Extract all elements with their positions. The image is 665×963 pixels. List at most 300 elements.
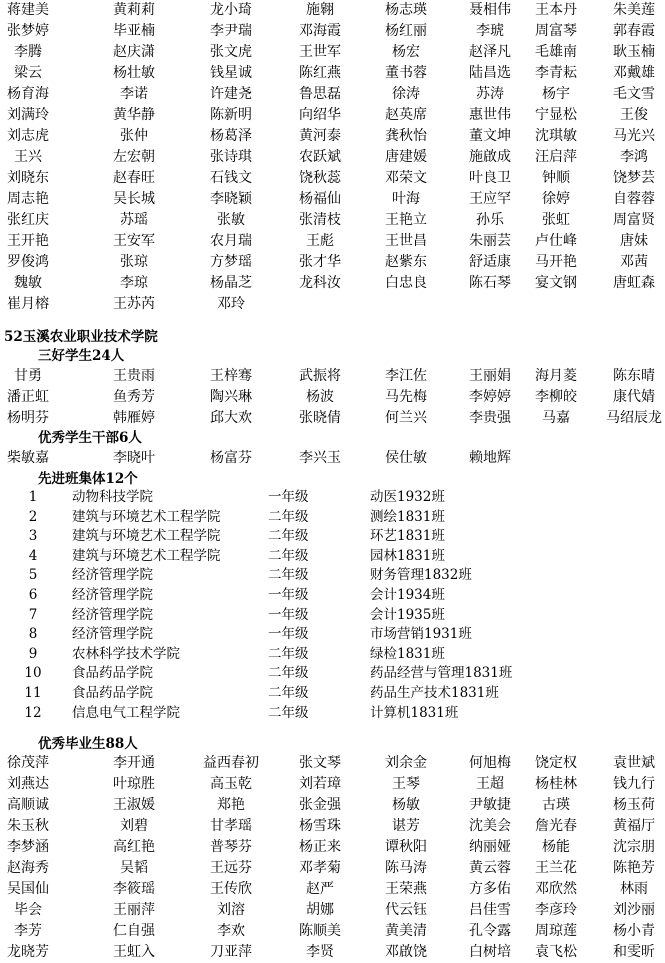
person-name: 尹敏捷	[469, 797, 511, 813]
person-name: 王远芬	[210, 860, 252, 876]
person-name: 王世昌	[385, 233, 427, 249]
person-name: 邓茜	[620, 254, 648, 270]
person-name: 赵海秀	[7, 860, 49, 876]
person-name: 刘晓东	[7, 170, 49, 186]
school-title: 52玉溪农业职业技术学院	[4, 329, 158, 345]
person-name: 韩雁婷	[113, 410, 155, 426]
person-name: 袁世斌	[613, 755, 655, 771]
person-name: 陈红燕	[299, 65, 341, 81]
person-name: 张仲	[120, 128, 148, 144]
person-name: 王荣燕	[385, 881, 427, 897]
college-name: 食品药品学院	[72, 665, 153, 682]
person-name: 何兰兴	[385, 410, 427, 426]
name-row	[0, 294, 665, 315]
person-name: 钱星诚	[210, 65, 252, 81]
person-name: 龙科汝	[299, 275, 341, 291]
person-name: 黄华静	[113, 107, 155, 123]
row-number: 12	[24, 704, 42, 721]
college-name: 信息电气工程学院	[72, 704, 180, 721]
person-name: 李晓叶	[113, 450, 155, 466]
grade-level: 二年级	[268, 547, 309, 564]
person-name: 邓啟饶	[385, 944, 427, 960]
person-name: 刘若璋	[299, 776, 341, 792]
name-row	[0, 84, 665, 105]
person-name: 鱼秀芳	[113, 389, 155, 405]
person-name: 聂相伟	[469, 2, 511, 18]
person-name: 徐茂萍	[7, 755, 49, 771]
person-name: 李婷婷	[469, 389, 511, 405]
person-name: 施翱	[306, 2, 334, 18]
ganbu-name-list	[0, 448, 665, 469]
person-name: 唐建媛	[385, 149, 427, 165]
person-name: 董书蓉	[385, 65, 427, 81]
person-name: 代云钰	[385, 902, 427, 918]
person-name: 吴长城	[113, 191, 155, 207]
name-row	[0, 816, 665, 837]
person-name: 古瑛	[542, 797, 570, 813]
name-row	[0, 366, 665, 387]
person-name: 王苏芮	[113, 296, 155, 312]
person-name: 耿玉楠	[613, 44, 655, 60]
person-name: 白忠良	[385, 275, 427, 291]
person-name: 杨能	[542, 839, 570, 855]
row-number: 9	[28, 645, 38, 662]
person-name: 侯仕敏	[385, 450, 427, 466]
person-name: 沈美会	[469, 818, 511, 834]
person-name: 谭秋阳	[385, 839, 427, 855]
person-name: 杨富芬	[210, 450, 252, 466]
person-name: 刘碧	[120, 818, 148, 834]
college-name: 经济管理学院	[72, 626, 153, 643]
person-name: 高红艳	[113, 839, 155, 855]
person-name: 农跃斌	[299, 149, 341, 165]
person-name: 王梓骞	[210, 368, 252, 384]
person-name: 苏瑶	[120, 212, 148, 228]
person-name: 陈东晴	[613, 368, 655, 384]
person-name: 杨福仙	[299, 191, 341, 207]
person-name: 杨晶芝	[210, 275, 252, 291]
person-name: 马先梅	[385, 389, 427, 405]
row-number: 6	[28, 586, 38, 603]
name-row	[0, 252, 665, 273]
person-name: 杨红丽	[385, 23, 427, 39]
person-name: 杨雪珠	[299, 818, 341, 834]
class-name: 财务管理1832班	[370, 567, 472, 584]
person-name: 向绍华	[299, 107, 341, 123]
class-row	[0, 547, 665, 567]
person-name: 邓欣然	[535, 881, 577, 897]
person-name: 张文虎	[210, 44, 252, 60]
class-row	[0, 566, 665, 586]
person-name: 邓戴雄	[613, 65, 655, 81]
person-name: 张金强	[299, 797, 341, 813]
person-name: 蒋建美	[7, 2, 49, 18]
person-name: 李彦玲	[535, 902, 577, 918]
person-name: 梁云	[14, 65, 42, 81]
name-row	[0, 774, 665, 795]
person-name: 李贤	[306, 944, 334, 960]
person-name: 王世军	[299, 44, 341, 60]
person-name: 武振将	[299, 368, 341, 384]
class-row	[0, 508, 665, 528]
person-name: 朱玉秋	[7, 818, 49, 834]
grade-level: 二年级	[268, 528, 309, 545]
person-name: 王彪	[306, 233, 334, 249]
class-row	[0, 488, 665, 508]
person-name: 袁飞松	[535, 944, 577, 960]
name-row	[0, 63, 665, 84]
person-name: 张敏	[217, 212, 245, 228]
name-row	[0, 795, 665, 816]
person-name: 鲁思磊	[299, 86, 341, 102]
class-row	[0, 704, 665, 724]
person-name: 农月瑞	[210, 233, 252, 249]
grade-level: 二年级	[268, 645, 309, 662]
person-name: 潘正虹	[7, 389, 49, 405]
class-name: 计算机1831班	[370, 704, 459, 721]
row-number: 2	[28, 508, 38, 525]
person-name: 刘志虎	[7, 128, 49, 144]
person-name: 李江佐	[385, 368, 427, 384]
person-name: 海月菱	[535, 368, 577, 384]
person-name: 黄美清	[385, 923, 427, 939]
person-name: 饶秋蕊	[299, 170, 341, 186]
person-name: 惠世伟	[469, 107, 511, 123]
college-name: 食品药品学院	[72, 684, 153, 701]
person-name: 赖地辉	[469, 450, 511, 466]
person-name: 孔令露	[469, 923, 511, 939]
person-name: 陈新明	[210, 107, 252, 123]
person-name: 詹光春	[535, 818, 577, 834]
name-row	[0, 168, 665, 189]
class-row	[0, 527, 665, 547]
person-name: 杨育海	[7, 86, 49, 102]
person-name: 毛文雪	[613, 86, 655, 102]
person-name: 邓孝菊	[299, 860, 341, 876]
person-name: 胡娜	[306, 902, 334, 918]
person-name: 杨桂林	[535, 776, 577, 792]
person-name: 叶良卫	[469, 170, 511, 186]
grade-level: 一年级	[268, 586, 309, 603]
person-name: 王兰花	[535, 860, 577, 876]
person-name: 柴敏嘉	[7, 450, 49, 466]
class-row	[0, 625, 665, 645]
sanhao-name-list	[0, 366, 665, 429]
class-name: 动医1932班	[370, 489, 445, 505]
person-name: 陶兴琳	[210, 389, 252, 405]
college-name: 经济管理学院	[72, 567, 153, 584]
person-name: 赵泽凡	[469, 44, 511, 60]
person-name: 高玉乾	[210, 776, 252, 792]
class-name: 市场营销1931班	[370, 626, 472, 643]
biye-name-list	[0, 753, 665, 963]
name-row	[0, 42, 665, 63]
grade-level: 二年级	[268, 567, 309, 584]
person-name: 杨正来	[299, 839, 341, 855]
person-name: 沈宗朋	[613, 839, 655, 855]
college-name: 农林科学技术学院	[72, 645, 180, 662]
person-name: 邓荣文	[385, 170, 427, 186]
person-name: 方梦瑶	[210, 254, 252, 270]
class-name: 药品经营与管理1831班	[370, 665, 513, 682]
row-number: 3	[28, 528, 38, 545]
name-row	[0, 273, 665, 294]
person-name: 谌芳	[392, 818, 420, 834]
college-name: 经济管理学院	[72, 606, 153, 623]
person-name: 李兴玉	[299, 450, 341, 466]
person-name: 赵庆潇	[113, 44, 155, 60]
row-number: 1	[28, 489, 38, 505]
person-name: 李贵强	[469, 410, 511, 426]
person-name: 黄福厅	[613, 818, 655, 834]
college-name: 经济管理学院	[72, 586, 153, 603]
person-name: 吕佳雪	[469, 902, 511, 918]
person-name: 沈琪敏	[535, 128, 577, 144]
person-name: 朱美莲	[613, 2, 655, 18]
person-name: 马开艳	[535, 254, 577, 270]
person-name: 邓海霞	[299, 23, 341, 39]
name-row	[0, 837, 665, 858]
person-name: 张晓倩	[299, 410, 341, 426]
person-name: 黄云蓉	[469, 860, 511, 876]
name-row	[0, 126, 665, 147]
person-name: 张诗琪	[210, 149, 252, 165]
person-name: 甘孝瑶	[210, 818, 252, 834]
person-name: 张虹	[542, 212, 570, 228]
class-row	[0, 586, 665, 606]
person-name: 马嘉	[542, 410, 570, 426]
person-name: 毕亚楠	[113, 23, 155, 39]
name-row	[0, 21, 665, 42]
person-name: 左宏朝	[113, 149, 155, 165]
person-name: 崔月榕	[7, 296, 49, 312]
person-name: 李琥	[476, 23, 504, 39]
name-row	[0, 387, 665, 408]
person-name: 张清枝	[299, 212, 341, 228]
person-name: 周富琴	[535, 23, 577, 39]
person-name: 周琼莲	[535, 923, 577, 939]
person-name: 张琼	[120, 254, 148, 270]
person-name: 白树培	[469, 944, 511, 960]
person-name: 陈石琴	[469, 275, 511, 291]
person-name: 何旭梅	[469, 755, 511, 771]
person-name: 王淑媛	[113, 797, 155, 813]
person-name: 徐涛	[392, 86, 420, 102]
person-name: 李晓颖	[210, 191, 252, 207]
person-name: 李开通	[113, 755, 155, 771]
person-name: 王开艳	[7, 233, 49, 249]
person-name: 朱丽芸	[469, 233, 511, 249]
grade-level: 二年级	[268, 665, 309, 682]
xianjin-class-list	[0, 488, 665, 723]
person-name: 赵紫东	[385, 254, 427, 270]
xianjin-heading: 先进班集体12个	[38, 471, 138, 487]
person-name: 张红庆	[7, 212, 49, 228]
person-name: 刀亚萍	[210, 944, 252, 960]
person-name: 赵春旺	[113, 170, 155, 186]
person-name: 李欢	[217, 923, 245, 939]
person-name: 王虹入	[113, 944, 155, 960]
person-name: 杨志瑛	[385, 2, 427, 18]
person-name: 刘沙丽	[613, 902, 655, 918]
name-row	[0, 189, 665, 210]
person-name: 张文琴	[299, 755, 341, 771]
class-name: 会计1934班	[370, 586, 445, 603]
person-name: 李腾	[14, 44, 42, 60]
college-name: 动物科技学院	[72, 489, 153, 505]
person-name: 陈马涛	[385, 860, 427, 876]
person-name: 方多佑	[469, 881, 511, 897]
person-name: 杨宏	[392, 44, 420, 60]
person-name: 唐妹	[620, 233, 648, 249]
name-row	[0, 0, 665, 21]
class-name: 园林1831班	[370, 547, 445, 564]
person-name: 饶梦芸	[613, 170, 655, 186]
person-name: 李筱瑶	[113, 881, 155, 897]
person-name: 杨宇	[542, 86, 570, 102]
ganbu-heading: 优秀学生干部6人	[38, 430, 142, 446]
name-row	[0, 900, 665, 921]
row-number: 10	[24, 665, 42, 682]
person-name: 王丽娟	[469, 368, 511, 384]
person-name: 王琴	[392, 776, 420, 792]
class-name: 会计1935班	[370, 606, 445, 623]
grade-level: 一年级	[268, 489, 309, 505]
biye-heading: 优秀毕业生88人	[38, 736, 138, 752]
person-name: 李芳	[14, 923, 42, 939]
person-name: 董文坤	[469, 128, 511, 144]
person-name: 普琴芬	[210, 839, 252, 855]
name-row	[0, 753, 665, 774]
person-name: 吴国仙	[7, 881, 49, 897]
person-name: 汪启萍	[535, 149, 577, 165]
row-number: 11	[24, 684, 42, 701]
college-name: 建筑与环境艺术工程学院	[72, 547, 221, 564]
class-row	[0, 606, 665, 626]
row-number: 8	[28, 626, 38, 643]
person-name: 黄莉莉	[113, 2, 155, 18]
name-row	[0, 942, 665, 963]
person-name: 毕会	[14, 902, 42, 918]
person-name: 王兴	[14, 149, 42, 165]
person-name: 杨小青	[613, 923, 655, 939]
class-name: 环艺1831班	[370, 528, 445, 545]
person-name: 仁自强	[113, 923, 155, 939]
person-name: 李诺	[120, 86, 148, 102]
person-name: 高顺诚	[7, 797, 49, 813]
person-name: 马绍辰龙	[606, 410, 662, 426]
person-name: 杨玉荷	[613, 797, 655, 813]
person-name: 张梦婷	[7, 23, 49, 39]
person-name: 李柳皎	[535, 389, 577, 405]
person-name: 纳丽娅	[469, 839, 511, 855]
grade-level: 二年级	[268, 508, 309, 525]
person-name: 唐虹森	[613, 275, 655, 291]
grade-level: 一年级	[268, 626, 309, 643]
person-name: 益西春初	[203, 755, 259, 771]
person-name: 郑艳	[217, 797, 245, 813]
person-name: 刘溶	[217, 902, 245, 918]
person-name: 许建尧	[210, 86, 252, 102]
person-name: 张才华	[299, 254, 341, 270]
person-name: 赵严	[306, 881, 334, 897]
person-name: 邓玲	[217, 296, 245, 312]
grade-level: 二年级	[268, 684, 309, 701]
name-row	[0, 105, 665, 126]
person-name: 甘勇	[14, 368, 42, 384]
class-name: 绿检1831班	[370, 645, 445, 662]
grade-level: 二年级	[268, 704, 309, 721]
person-name: 李鸿	[620, 149, 648, 165]
row-number: 4	[28, 547, 38, 564]
person-name: 杨敏	[392, 797, 420, 813]
person-name: 王本丹	[535, 2, 577, 18]
person-name: 王安军	[113, 233, 155, 249]
class-name: 测绘1831班	[370, 508, 445, 525]
person-name: 龙晓芳	[7, 944, 49, 960]
person-name: 林雨	[620, 881, 648, 897]
person-name: 刘燕达	[7, 776, 49, 792]
person-name: 舒适康	[469, 254, 511, 270]
person-name: 王传欣	[210, 881, 252, 897]
person-name: 王艳立	[385, 212, 427, 228]
person-name: 康代婧	[613, 389, 655, 405]
name-row	[0, 448, 665, 469]
person-name: 刘余金	[385, 755, 427, 771]
name-row	[0, 408, 665, 429]
person-name: 王应罕	[469, 191, 511, 207]
person-name: 龚秋怡	[385, 128, 427, 144]
person-name: 刘满玲	[7, 107, 49, 123]
grade-level: 一年级	[268, 606, 309, 623]
person-name: 吴韬	[120, 860, 148, 876]
person-name: 王俊	[620, 107, 648, 123]
person-name: 杨波	[306, 389, 334, 405]
person-name: 自蓉蓉	[613, 191, 655, 207]
person-name: 陈艳芳	[613, 860, 655, 876]
person-name: 黄河泰	[299, 128, 341, 144]
person-name: 苏涛	[476, 86, 504, 102]
class-row	[0, 684, 665, 704]
person-name: 杨葛泽	[210, 128, 252, 144]
person-name: 赵英席	[385, 107, 427, 123]
college-name: 建筑与环境艺术工程学院	[72, 528, 221, 545]
person-name: 魏敏	[14, 275, 42, 291]
person-name: 卢仕峰	[535, 233, 577, 249]
person-name: 郭春霞	[613, 23, 655, 39]
person-name: 钟顺	[542, 170, 570, 186]
name-row	[0, 231, 665, 252]
person-name: 钱九行	[613, 776, 655, 792]
person-name: 石钱文	[210, 170, 252, 186]
sanhao-heading: 三好学生24人	[38, 348, 125, 364]
person-name: 李琼	[120, 275, 148, 291]
person-name: 李尹瑞	[210, 23, 252, 39]
person-name: 叶琼胜	[113, 776, 155, 792]
class-name: 药品生产技术1831班	[370, 684, 499, 701]
person-name: 王丽萍	[113, 902, 155, 918]
name-row	[0, 210, 665, 231]
person-name: 饶定权	[535, 755, 577, 771]
person-name: 叶海	[392, 191, 420, 207]
class-row	[0, 645, 665, 665]
person-name: 宴文钢	[535, 275, 577, 291]
person-name: 施啟成	[469, 149, 511, 165]
person-name: 徐婷	[542, 191, 570, 207]
name-row	[0, 147, 665, 168]
person-name: 马光兴	[613, 128, 655, 144]
person-name: 杨明芬	[7, 410, 49, 426]
